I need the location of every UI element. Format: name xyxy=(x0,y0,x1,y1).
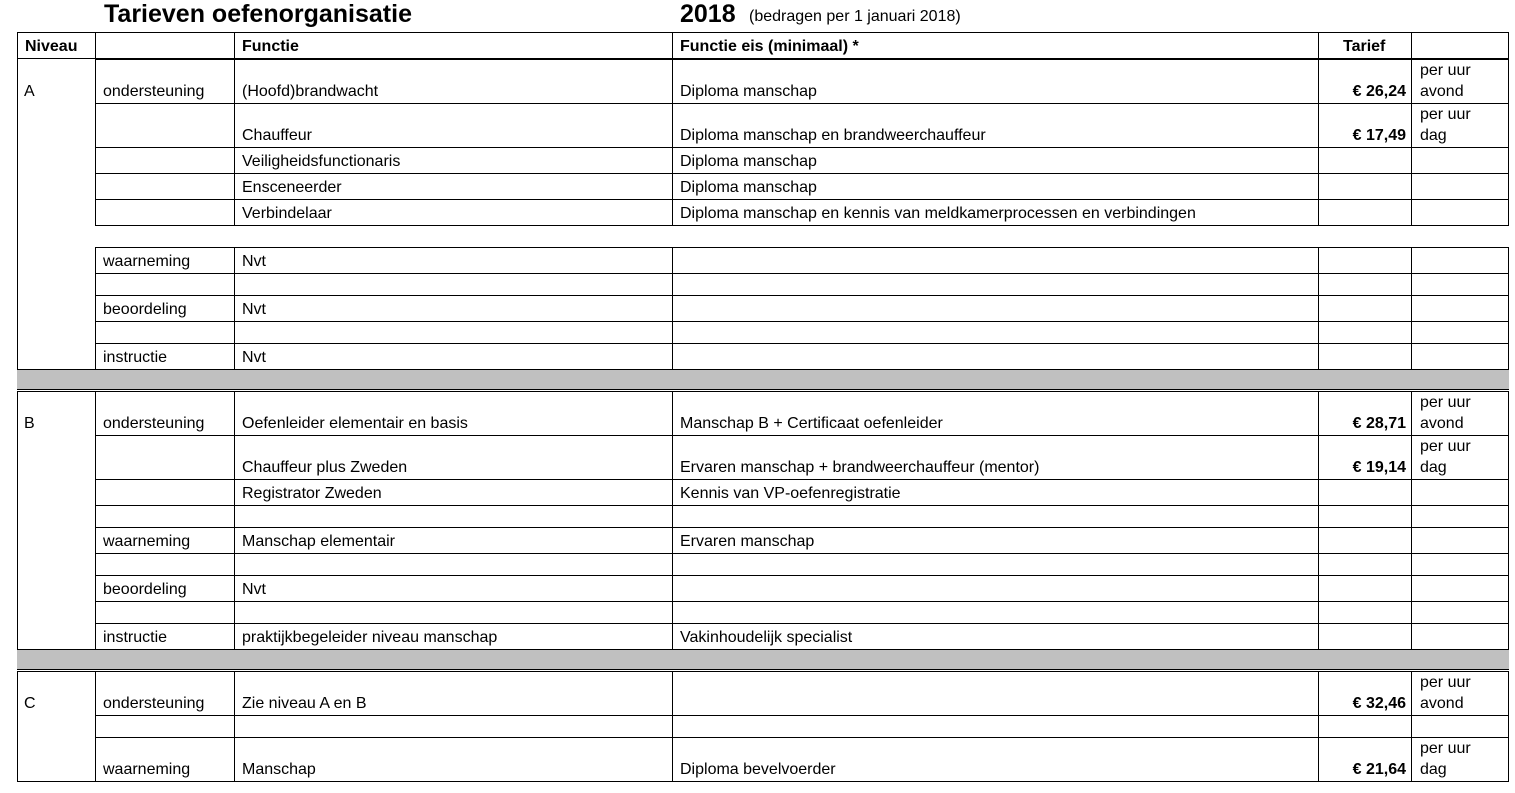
tarief-cell xyxy=(1318,343,1412,370)
page-subtitle: (bedragen per 1 januari 2018) xyxy=(749,8,961,25)
eis-cell xyxy=(672,247,1319,274)
tarief-cell xyxy=(1318,59,1412,104)
tarief-cell xyxy=(1318,575,1412,602)
unit-cell xyxy=(1411,103,1509,148)
category-cell xyxy=(95,273,235,296)
niveau-b-label: B xyxy=(24,415,35,432)
functie-label: Oefenleider elementair en basis xyxy=(242,415,468,432)
eis-cell xyxy=(672,343,1319,370)
functie-cell xyxy=(234,671,673,716)
functie-cell xyxy=(234,479,673,506)
functie-label: (Hoofd)brandwacht xyxy=(242,83,379,100)
unit-line-1: per uur xyxy=(1420,394,1471,411)
header-tarief xyxy=(1318,32,1412,59)
functie-label: Nvt xyxy=(242,349,266,366)
unit-cell xyxy=(1411,715,1509,738)
unit-line-1: per uur xyxy=(1420,106,1471,123)
tarief-cell xyxy=(1318,505,1412,528)
header-unit xyxy=(1411,32,1509,59)
functie-cell xyxy=(234,103,673,148)
functie-label: Chauffeur xyxy=(242,127,312,144)
functie-cell xyxy=(234,273,673,296)
eis-label: Diploma manschap xyxy=(680,153,817,170)
unit-cell xyxy=(1411,601,1509,624)
category-label: ondersteuning xyxy=(103,695,205,712)
tarief-cell xyxy=(1318,173,1412,200)
functie-label: Ensceneerder xyxy=(242,179,342,196)
header-niveau xyxy=(17,32,96,59)
functie-label: Zie niveau A en B xyxy=(242,695,367,712)
tarief-cell xyxy=(1318,147,1412,174)
tarief-cell xyxy=(1318,715,1412,738)
unit-cell xyxy=(1411,199,1509,226)
eis-label: Diploma manschap xyxy=(680,179,817,196)
eis-label: Kennis van VP-oefenregistratie xyxy=(680,485,901,502)
category-cell xyxy=(95,623,235,650)
tarief-cell xyxy=(1318,479,1412,506)
niveau-c-label: C xyxy=(24,695,36,712)
category-cell xyxy=(95,103,235,148)
category-cell xyxy=(95,737,235,782)
tarief-cell xyxy=(1318,737,1412,782)
niveau-a-label: A xyxy=(24,83,35,100)
eis-cell xyxy=(672,103,1319,148)
eis-cell xyxy=(672,737,1319,782)
unit-line-2: dag xyxy=(1420,761,1447,778)
unit-line-2: avond xyxy=(1420,83,1464,100)
unit-cell xyxy=(1411,343,1509,370)
tarief-value: € 28,71 xyxy=(1352,415,1406,432)
functie-label: Chauffeur plus Zweden xyxy=(242,459,408,476)
level-separator xyxy=(17,649,1509,670)
eis-cell xyxy=(672,147,1319,174)
functie-cell xyxy=(234,391,673,436)
tarief-cell xyxy=(1318,435,1412,480)
functie-label: Registrator Zweden xyxy=(242,485,382,502)
functie-label: Veiligheidsfunctionaris xyxy=(242,153,401,170)
tarief-cell xyxy=(1318,671,1412,716)
eis-label: Diploma manschap en kennis van meldkamerprocessen en verbindingen xyxy=(680,205,1196,222)
niveau-cell-a xyxy=(17,59,96,370)
eis-cell xyxy=(672,59,1319,104)
functie-cell xyxy=(234,147,673,174)
functie-cell xyxy=(234,295,673,322)
eis-cell xyxy=(672,553,1319,576)
category-cell xyxy=(95,527,235,554)
tarief-cell xyxy=(1318,103,1412,148)
unit-line-2: avond xyxy=(1420,415,1464,432)
unit-cell xyxy=(1411,295,1509,322)
category-label: instructie xyxy=(103,349,168,366)
year-label: 2018 xyxy=(680,0,736,28)
eis-cell xyxy=(672,173,1319,200)
category-label: waarneming xyxy=(103,761,191,778)
functie-label: Nvt xyxy=(242,581,266,598)
category-cell xyxy=(95,59,235,104)
eis-cell xyxy=(672,199,1319,226)
unit-cell xyxy=(1411,391,1509,436)
category-cell xyxy=(95,391,235,436)
category-label: beoordeling xyxy=(103,581,187,598)
eis-label: Ervaren manschap xyxy=(680,533,815,550)
unit-cell xyxy=(1411,553,1509,576)
tarief-value: € 17,49 xyxy=(1352,127,1406,144)
tarief-cell xyxy=(1318,391,1412,436)
unit-cell xyxy=(1411,505,1509,528)
category-cell xyxy=(95,575,235,602)
tarief-cell xyxy=(1318,623,1412,650)
header-functie-label: Functie xyxy=(242,38,299,55)
functie-label: Nvt xyxy=(242,253,266,270)
functie-cell xyxy=(234,59,673,104)
eis-label: Vakinhoudelijk specialist xyxy=(680,629,853,646)
functie-cell xyxy=(234,601,673,624)
eis-label: Manschap B + Certificaat oefenleider xyxy=(680,415,943,432)
functie-cell xyxy=(234,247,673,274)
niveau-cell-c xyxy=(17,671,96,782)
eis-cell xyxy=(672,321,1319,344)
category-label: waarneming xyxy=(103,533,191,550)
category-cell xyxy=(95,343,235,370)
functie-label: Manschap xyxy=(242,761,316,778)
eis-cell xyxy=(672,295,1319,322)
eis-cell xyxy=(672,527,1319,554)
unit-cell xyxy=(1411,575,1509,602)
category-label: beoordeling xyxy=(103,301,187,318)
eis-cell xyxy=(672,715,1319,738)
unit-line-1: per uur xyxy=(1420,62,1471,79)
category-cell xyxy=(95,247,235,274)
functie-label: Manschap elementair xyxy=(242,533,395,550)
functie-cell xyxy=(234,505,673,528)
tarief-cell xyxy=(1318,273,1412,296)
unit-cell xyxy=(1411,147,1509,174)
functie-cell xyxy=(234,435,673,480)
tarief-value: € 21,64 xyxy=(1352,761,1406,778)
eis-cell xyxy=(672,671,1319,716)
unit-cell xyxy=(1411,479,1509,506)
unit-line-1: per uur xyxy=(1420,674,1471,691)
unit-cell xyxy=(1411,173,1509,200)
category-cell xyxy=(95,435,235,480)
category-cell xyxy=(95,601,235,624)
unit-cell xyxy=(1411,623,1509,650)
category-label: waarneming xyxy=(103,253,191,270)
eis-cell xyxy=(672,575,1319,602)
tarief-cell xyxy=(1318,247,1412,274)
functie-cell xyxy=(234,575,673,602)
header-eis-label: Functie eis (minimaal) * xyxy=(680,38,859,55)
functie-cell xyxy=(234,343,673,370)
category-cell xyxy=(95,553,235,576)
unit-line-1: per uur xyxy=(1420,740,1471,757)
functie-cell xyxy=(234,553,673,576)
functie-cell xyxy=(234,173,673,200)
row-gap xyxy=(96,226,1510,246)
tarief-cell xyxy=(1318,295,1412,322)
category-cell xyxy=(95,715,235,738)
category-cell xyxy=(95,321,235,344)
unit-cell xyxy=(1411,527,1509,554)
category-cell xyxy=(95,173,235,200)
category-cell xyxy=(95,147,235,174)
functie-label: Nvt xyxy=(242,301,266,318)
category-label: ondersteuning xyxy=(103,415,205,432)
eis-cell xyxy=(672,479,1319,506)
unit-line-2: avond xyxy=(1420,695,1464,712)
category-cell xyxy=(95,295,235,322)
tarief-cell xyxy=(1318,601,1412,624)
category-label: ondersteuning xyxy=(103,83,205,100)
level-separator xyxy=(17,369,1509,390)
tarief-cell xyxy=(1318,199,1412,226)
tarief-cell xyxy=(1318,553,1412,576)
tarief-value: € 19,14 xyxy=(1352,459,1406,476)
eis-cell xyxy=(672,623,1319,650)
eis-label: Diploma bevelvoerder xyxy=(680,761,836,778)
functie-label: Verbindelaar xyxy=(242,205,332,222)
page-title: Tarieven oefenorganisatie xyxy=(104,0,412,28)
eis-label: Ervaren manschap + brandweerchauffeur (mentor) xyxy=(680,459,1040,476)
functie-label: praktijkbegeleider niveau manschap xyxy=(242,629,498,646)
tarief-value: € 32,46 xyxy=(1352,695,1406,712)
header-functie xyxy=(234,32,673,59)
category-cell xyxy=(95,505,235,528)
eis-cell xyxy=(672,273,1319,296)
eis-label: Diploma manschap xyxy=(680,83,817,100)
functie-cell xyxy=(234,321,673,344)
unit-cell xyxy=(1411,247,1509,274)
header-niveau-label: Niveau xyxy=(25,38,78,55)
unit-line-1: per uur xyxy=(1420,438,1471,455)
unit-cell xyxy=(1411,59,1509,104)
functie-cell xyxy=(234,527,673,554)
functie-cell xyxy=(234,623,673,650)
unit-line-2: dag xyxy=(1420,127,1447,144)
eis-label: Diploma manschap en brandweerchauffeur xyxy=(680,127,986,144)
functie-cell xyxy=(234,737,673,782)
unit-cell xyxy=(1411,435,1509,480)
unit-cell xyxy=(1411,671,1509,716)
unit-cell xyxy=(1411,321,1509,344)
tarief-cell xyxy=(1318,321,1412,344)
category-cell xyxy=(95,479,235,506)
eis-cell xyxy=(672,505,1319,528)
unit-cell xyxy=(1411,737,1509,782)
functie-cell xyxy=(234,715,673,738)
header-tarief-label: Tarief xyxy=(1343,38,1386,55)
unit-line-2: dag xyxy=(1420,459,1447,476)
eis-cell xyxy=(672,601,1319,624)
eis-cell xyxy=(672,435,1319,480)
header-eis xyxy=(672,32,1319,59)
header-category xyxy=(95,32,235,59)
tarief-cell xyxy=(1318,527,1412,554)
unit-cell xyxy=(1411,273,1509,296)
category-label: instructie xyxy=(103,629,168,646)
eis-cell xyxy=(672,391,1319,436)
functie-cell xyxy=(234,199,673,226)
category-cell xyxy=(95,199,235,226)
category-cell xyxy=(95,671,235,716)
tarief-value: € 26,24 xyxy=(1352,83,1406,100)
